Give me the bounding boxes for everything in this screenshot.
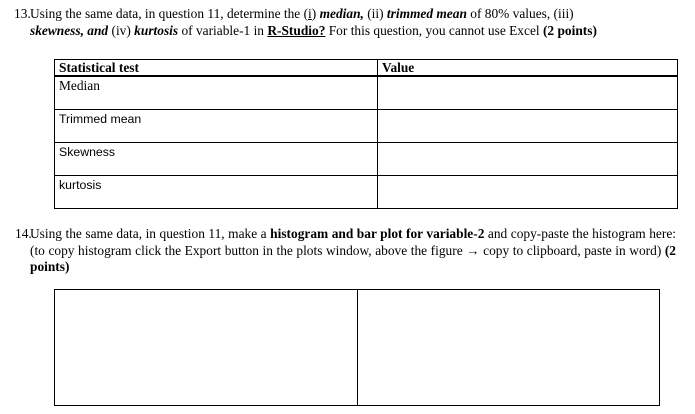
q13-text-2: ) [311,6,320,21]
bar-plot-paste-area[interactable] [357,290,660,406]
q13-trimmed-mean-term: trimmed mean [386,6,467,21]
q13-text-1: Using the same data, in question 11, determine the ( [30,6,309,21]
q14-points: (2 points) [30,242,676,274]
q13-text-5: (iv) [108,22,135,38]
q13-skewness-term: skewness, and [30,22,109,38]
q14-text-2: and copy-paste the histogram here: (to copy histogram click the Export button in the plots window, above the figure → copy to clipboard, paste in word) [30,226,676,258]
table-row [55,110,678,143]
q13-text-4: of 80% values, (iii) [466,6,574,21]
q13-kurtosis-term: kurtosis [134,22,179,38]
q13-text-7: For this question, you cannot use Excel [325,22,543,38]
value-cell-median[interactable] [378,76,678,110]
row-label-trimmed-mean: Trimmed mean [55,110,378,143]
value-cell-kurtosis[interactable] [378,176,678,209]
plot-paste-table [54,289,660,406]
row-label-kurtosis: kurtosis [55,176,378,209]
q13-roman-i: i [308,6,312,21]
q14-histogram-term: histogram and bar plot for variable-2 [270,226,485,241]
q14-text-1: Using the same data, in question 11, make a [30,226,271,241]
q13-points: (2 points) [542,22,597,38]
value-cell-skewness[interactable] [378,143,678,176]
row-label-median: Median [55,76,378,110]
question-13 [14,6,676,39]
header-statistical-test: Statistical test [55,60,378,77]
table-header-row [55,60,678,77]
q13-median-term: median, [319,6,364,21]
row-label-skewness: Skewness [55,143,378,176]
statistics-table [54,59,678,209]
table-row [55,76,678,110]
value-cell-trimmed-mean[interactable] [378,110,678,143]
header-value: Value [378,60,678,77]
question-14 [15,226,676,276]
q13-text-6: of variable-1 in [178,22,268,38]
table-row [55,176,678,209]
table-row [55,143,678,176]
plot-row [55,290,660,406]
q13-r-studio-term: R-Studio? [267,22,326,38]
question-13-number: 13. [14,6,31,21]
q13-text-3: (ii) [363,6,387,21]
histogram-paste-area[interactable] [55,290,358,406]
question-14-number: 14. [15,226,32,241]
